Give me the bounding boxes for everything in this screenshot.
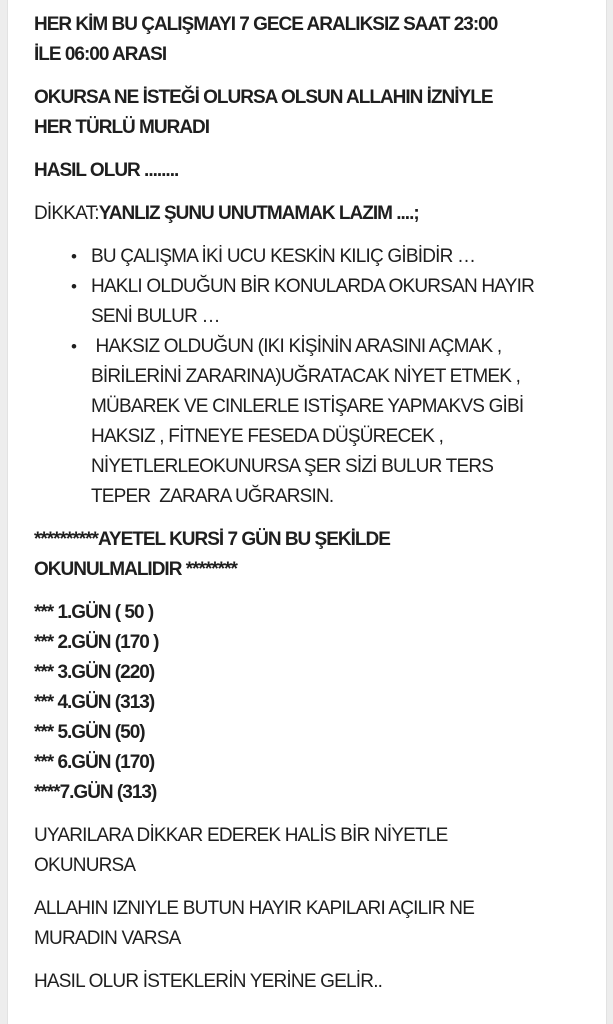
warning-bullet-list <box>34 242 600 512</box>
bullet-dot-icon: • <box>71 277 77 296</box>
outro-paragraph-2: ALLAHIN IZNIYLE BUTUN HAYIR KAPILARI AÇILIR NE MURADIN VARSA <box>34 898 475 949</box>
outro-paragraph-3 <box>34 967 600 997</box>
warning-prefix: DİKKAT: <box>34 203 99 224</box>
bullet-item-text: HAKSIZ OLDUĞUN (IKI KİŞİNİN ARASINI AÇMAK , BİRİLERİNİ ZARARINA)UĞRATACAK NİYET ETMEK , MÜBAREK VE CINLERLE ISTİŞARE YAPMAKVS GİBİ HAKSIZ , FİTNEYE FESEDA DÜŞÜRECEK , NİYETLERLEOKUNURSA ŞER SİZİ BULUR TERS TEPER ZARARA UĞRARSIN. <box>91 336 524 507</box>
intro-paragraph-1: HER KİM BU ÇALIŞMAYI 7 GECE ARALIKSIZ SAAT 23:00 İLE 06:00 ARASI <box>34 14 498 65</box>
article-card <box>7 0 607 1024</box>
bullet-item <box>34 242 600 272</box>
bullet-item <box>34 332 600 512</box>
intro-paragraph-3-text: HASIL OLUR ........ <box>34 160 179 181</box>
warning-line <box>34 199 600 229</box>
outro-paragraph-1: UYARILARA DİKKAR EDEREK HALİS BİR NİYETLE OKUNURSA <box>34 825 448 876</box>
bullet-dot-icon: • <box>71 247 77 266</box>
warning-bold-text: YANLIZ ŞUNU UNUTMAMAK LAZIM ....; <box>98 203 419 224</box>
bullet-item <box>34 272 600 332</box>
day-list: *** 1.GÜN ( 50 ) *** 2.GÜN (170 ) *** 3.GÜN (220) *** 4.GÜN (313) *** 5.GÜN (50) *** 6.GÜN (170) ****7.GÜN (313) <box>34 602 159 803</box>
bullet-item-text: BU ÇALIŞMA İKİ UCU KESKİN KILIÇ GİBİDİR … <box>91 246 476 267</box>
section-heading: **********AYETEL KURSİ 7 GÜN BU ŞEKİLDE OKUNULMALIDIR ******** <box>34 529 390 580</box>
intro-paragraph-3 <box>34 156 600 186</box>
bullet-item-text: HAKLI OLDUĞUN BİR KONULARDA OKURSAN HAYIR SENİ BULUR … <box>91 276 535 327</box>
outro-paragraph-3-text: HASIL OLUR İSTEKLERİN YERİNE GELİR.. <box>34 971 383 992</box>
intro-paragraph-2: OKURSA NE İSTEĞİ OLURSA OLSUN ALLAHIN İZNİYLE HER TÜRLÜ MURADI <box>34 87 493 138</box>
bullet-dot-icon: • <box>71 337 77 356</box>
